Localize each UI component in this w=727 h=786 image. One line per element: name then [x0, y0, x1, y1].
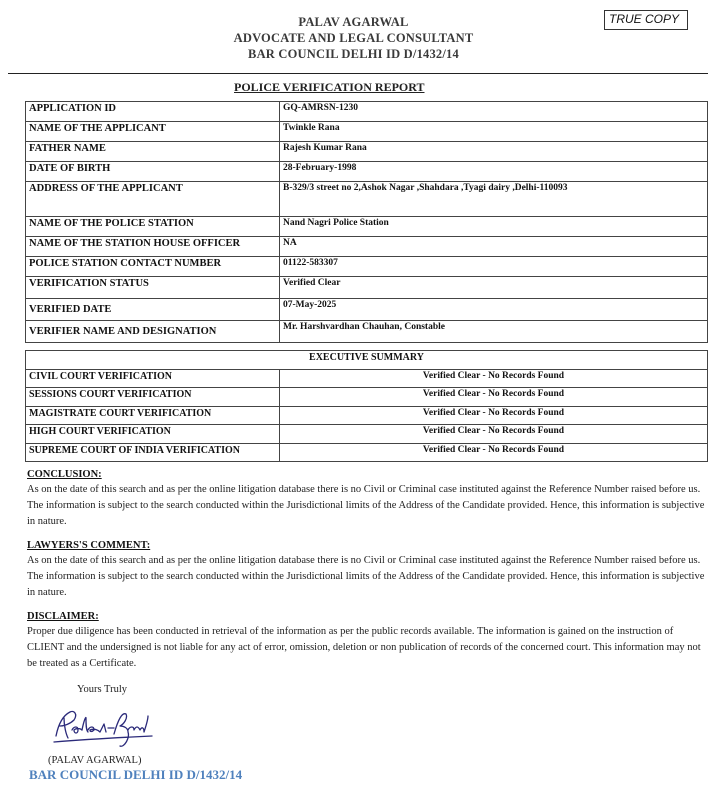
conclusion-text: As on the date of this search and as per the online litigation database there is no Civil or Criminal case instituted against the Reference Number raised before us. The information is subject to the search conducted within the Jurisdictional limits of the Address of the Candidate provided. Hence, this information is subjective in nature. [27, 484, 705, 527]
row-label: NAME OF THE STATION HOUSE OFFICER [26, 237, 280, 257]
row-value: Twinkle Rana [280, 122, 708, 142]
applicant-details-table [25, 101, 708, 343]
signer-bar-council-id: BAR COUNCIL DELHI ID D/1432/14 [29, 767, 243, 782]
table-row [26, 122, 708, 142]
row-label: VERIFIED DATE [26, 299, 280, 321]
row-label: NAME OF THE APPLICANT [26, 122, 280, 142]
advocate-title: ADVOCATE AND LEGAL CONSULTANT [233, 31, 474, 45]
row-value: Nand Nagri Police Station [280, 217, 708, 237]
disclaimer-text: Proper due diligence has been conducted in retrieval of the information as per the public records available. The information is gained on the instruction of CLIENT and the undersigned is not liable for any act of error, omission, deletion or non publication of records of the concerned court. This information may not be treated as a Certificate. [27, 626, 701, 669]
row-value: Verified Clear - No Records Found [280, 369, 708, 388]
closing-salutation: Yours Truly [77, 684, 128, 695]
row-label: SESSIONS COURT VERIFICATION [26, 388, 280, 407]
row-label: VERIFIER NAME AND DESIGNATION [26, 321, 280, 343]
report-title: POLICE VERIFICATION REPORT [234, 80, 425, 94]
conclusion-heading: CONCLUSION: [27, 469, 102, 480]
lawyers-comment-section [27, 539, 707, 601]
row-value: B-329/3 street no 2,Ashok Nagar ,Shahdara ,Tyagi dairy ,Delhi-110093 [280, 182, 708, 217]
row-value: Verified Clear - No Records Found [280, 425, 708, 444]
conclusion-section [27, 468, 707, 530]
row-value: Rajesh Kumar Rana [280, 142, 708, 162]
row-value: 28-February-1998 [280, 162, 708, 182]
row-label: CIVIL COURT VERIFICATION [26, 369, 280, 388]
row-label: ADDRESS OF THE APPLICANT [26, 182, 280, 217]
row-label: POLICE STATION CONTACT NUMBER [26, 257, 280, 277]
row-value: Verified Clear - No Records Found [280, 388, 708, 407]
table-row [26, 299, 708, 321]
disclaimer-section [27, 610, 707, 672]
lawyers-comment-heading: LAWYERS'S COMMENT: [27, 540, 151, 551]
row-label: FATHER NAME [26, 142, 280, 162]
row-label: VERIFICATION STATUS [26, 277, 280, 299]
table-row [26, 277, 708, 299]
row-label: DATE OF BIRTH [26, 162, 280, 182]
row-value: Verified Clear - No Records Found [280, 443, 708, 462]
row-value: GQ-AMRSN-1230 [280, 102, 708, 122]
row-value: Mr. Harshvardhan Chauhan, Constable [280, 321, 708, 343]
row-value: 07-May-2025 [280, 299, 708, 321]
table-row [26, 321, 708, 343]
table-row [26, 388, 708, 407]
executive-summary-table [25, 350, 708, 462]
table-row [26, 257, 708, 277]
table-header-row [26, 351, 708, 370]
row-value: Verified Clear [280, 277, 708, 299]
signature-icon [48, 706, 158, 752]
row-label: SUPREME COURT OF INDIA VERIFICATION [26, 443, 280, 462]
table-row [26, 217, 708, 237]
signer-name: (PALAV AGARWAL) [48, 755, 142, 766]
row-label: MAGISTRATE COURT VERIFICATION [26, 406, 280, 425]
row-value: 01122-583307 [280, 257, 708, 277]
table-row [26, 406, 708, 425]
row-label: HIGH COURT VERIFICATION [26, 425, 280, 444]
table-row [26, 102, 708, 122]
table-row [26, 142, 708, 162]
table-row [26, 425, 708, 444]
lawyers-comment-text: As on the date of this search and as per the online litigation database there is no Civil or Criminal case instituted against the Reference Number raised before us. The information is subject to the search conducted within the Jurisdictional limits of the Address of the Candidate provided. Hence, this information is subjective in nature. [27, 555, 705, 598]
row-label: NAME OF THE POLICE STATION [26, 217, 280, 237]
row-value: NA [280, 237, 708, 257]
bar-council-id: BAR COUNCIL DELHI ID D/1432/14 [248, 47, 459, 61]
row-label: APPLICATION ID [26, 102, 280, 122]
table-row [26, 162, 708, 182]
row-value: Verified Clear - No Records Found [280, 406, 708, 425]
true-copy-stamp: TRUE COPY [604, 10, 688, 30]
advocate-name: PALAV AGARWAL [298, 15, 409, 29]
header-divider [8, 73, 708, 74]
table-row [26, 443, 708, 462]
table-row [26, 237, 708, 257]
disclaimer-heading: DISCLAIMER: [27, 611, 99, 622]
table-row [26, 182, 708, 217]
executive-summary-heading: EXECUTIVE SUMMARY [26, 351, 708, 370]
table-row [26, 369, 708, 388]
